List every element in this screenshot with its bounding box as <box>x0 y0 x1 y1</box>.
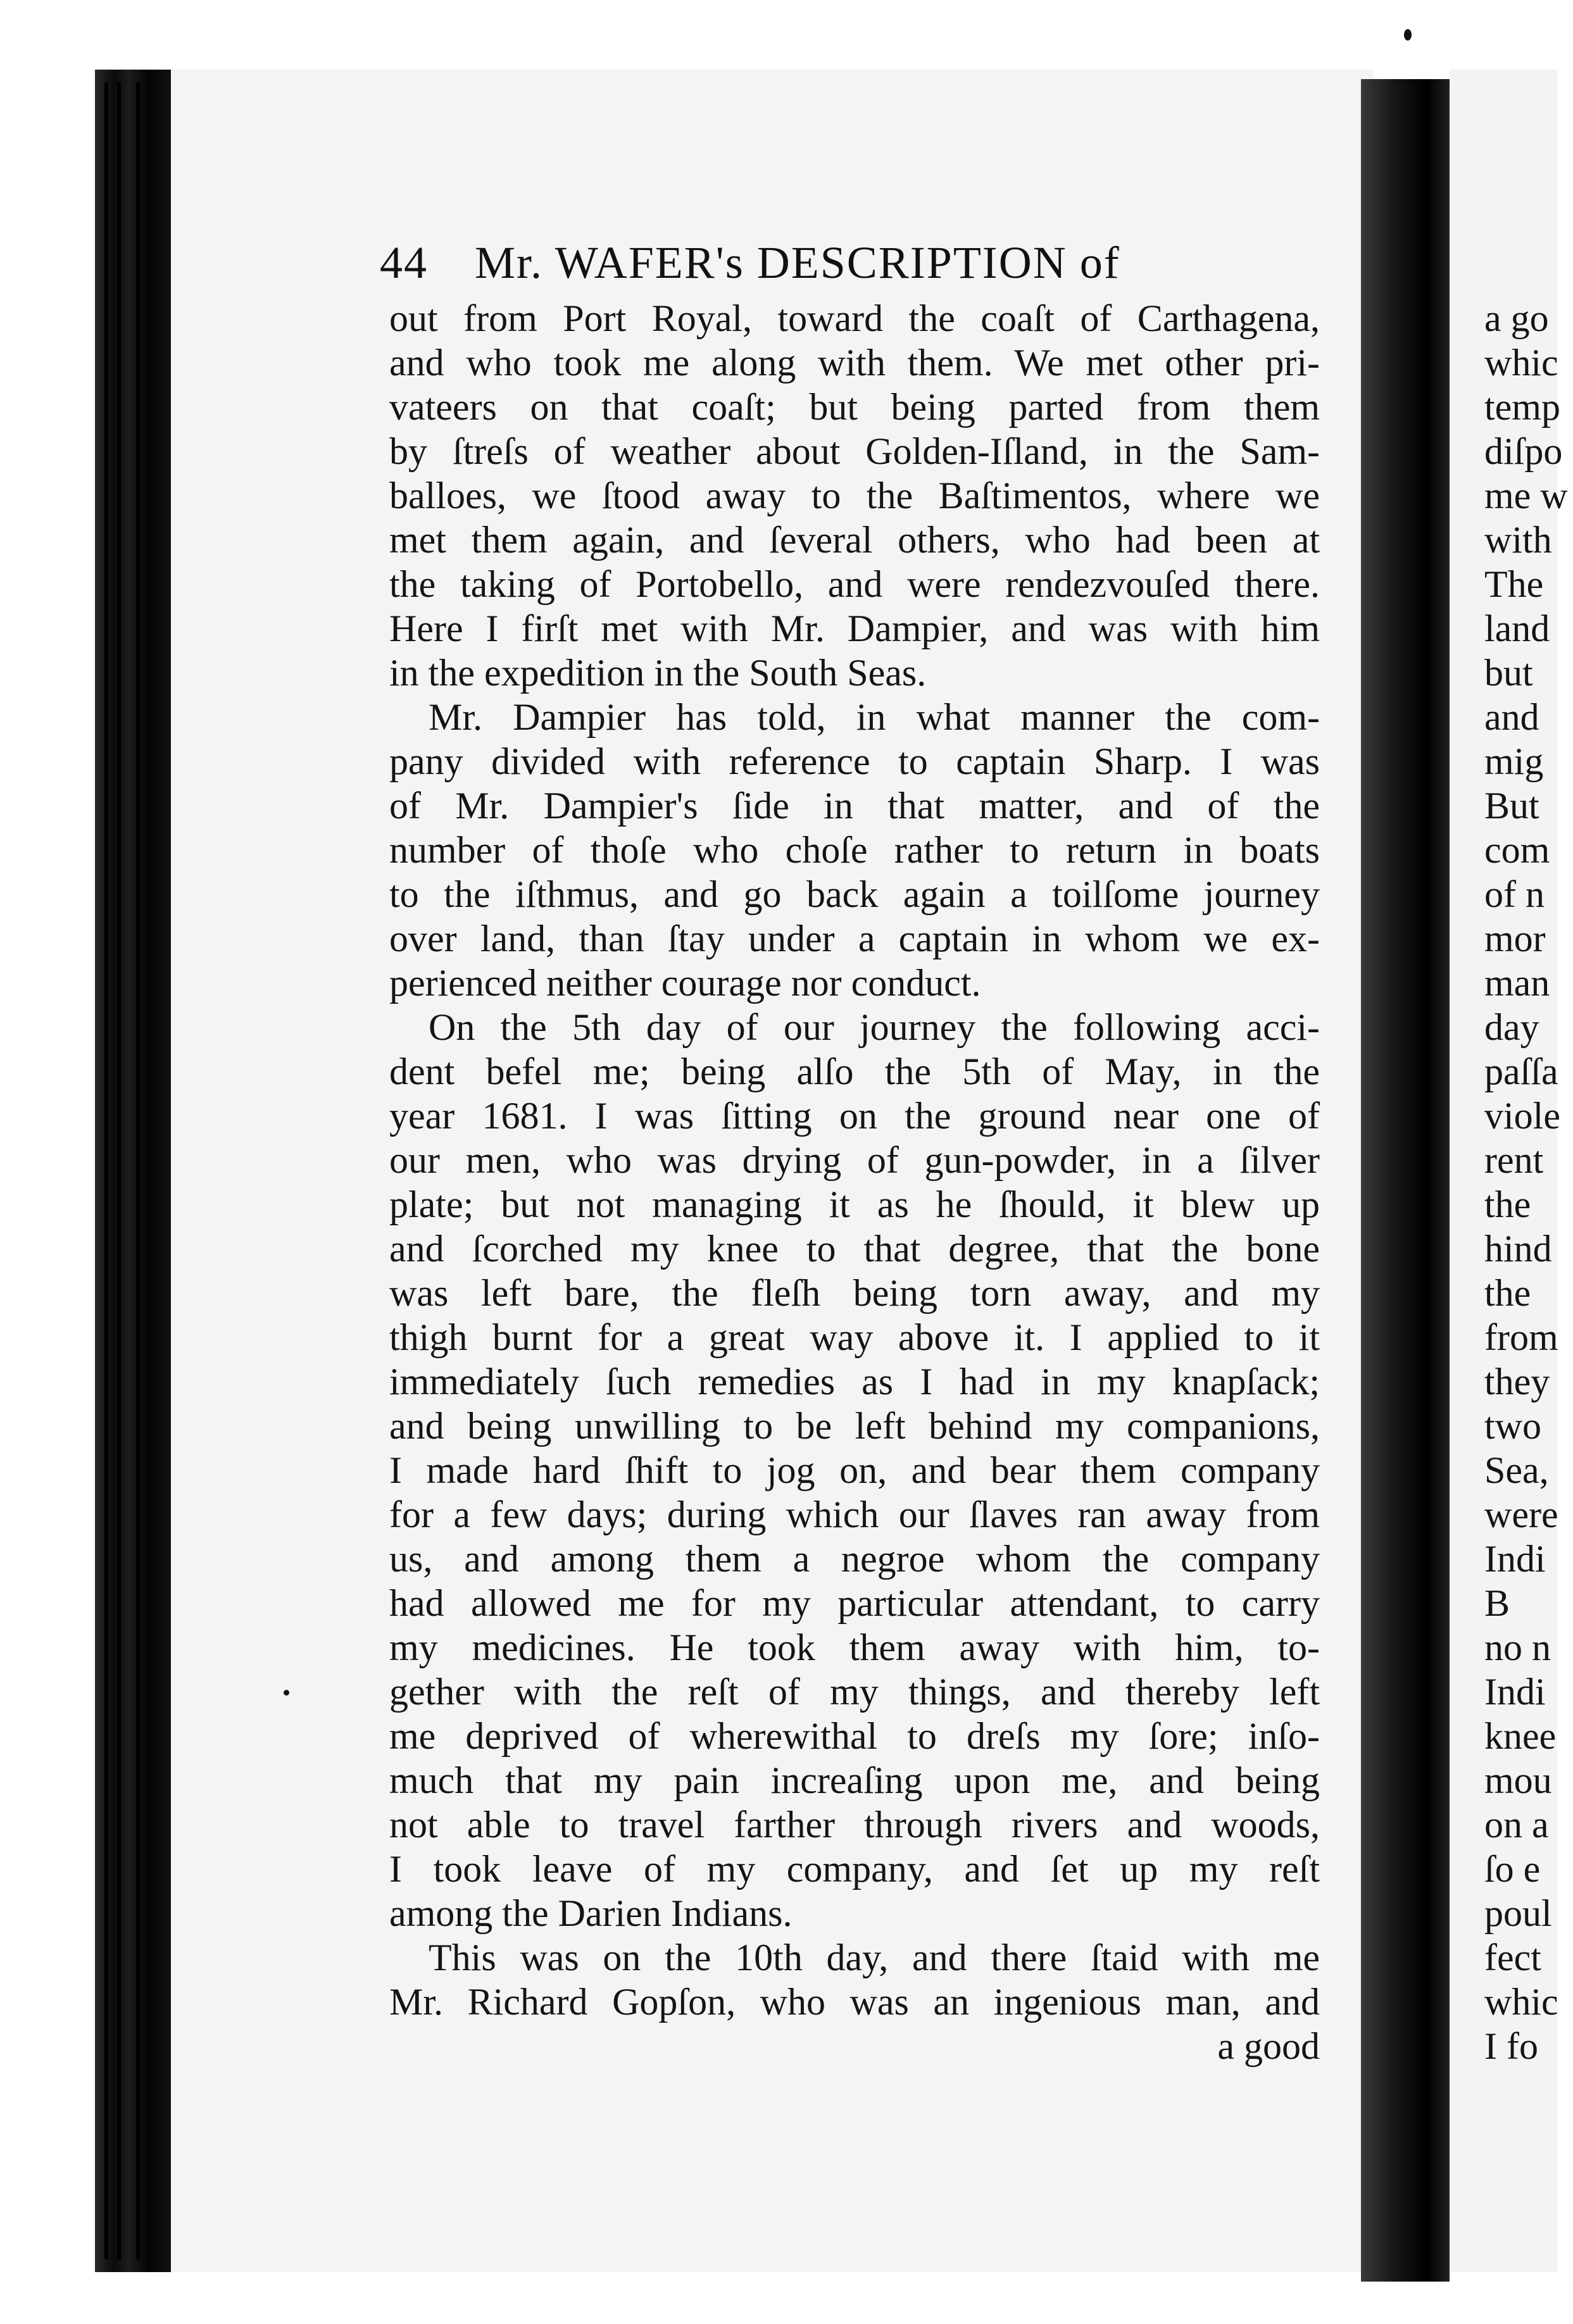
facing-text-line: viole <box>1484 1095 1560 1137</box>
facing-text-line: day <box>1484 1006 1539 1048</box>
text-line: by ſtreſs of weather about Golden-Iſland, in the Sam- <box>389 430 1320 472</box>
text-line: year 1681. I was ſitting on the ground near one of <box>389 1095 1320 1137</box>
text-line: number of thoſe who choſe rather to return in boats <box>389 829 1320 871</box>
facing-text-line: com <box>1484 829 1550 871</box>
text-line: Mr. Richard Gopſon, who was an ingenious man, and <box>389 1981 1320 2023</box>
facing-text-line: fect <box>1484 1937 1541 1978</box>
facing-text-line: mig <box>1484 740 1544 782</box>
facing-text-line: man <box>1484 962 1550 1004</box>
facing-text-line: of n <box>1484 873 1545 915</box>
facing-text-line: a go <box>1484 297 1549 339</box>
text-line: of Mr. Dampier's ſide in that matter, and of the <box>389 785 1320 827</box>
facing-text-line: Indi <box>1484 1671 1546 1713</box>
text-line: balloes, we ſtood away to the Baſtimentos, where we <box>389 475 1320 516</box>
text-line: and ſcorched my knee to that degree, that the bone <box>389 1228 1320 1270</box>
facing-text-line: they <box>1484 1361 1550 1403</box>
facing-text-line: Indi <box>1484 1538 1546 1580</box>
facing-text-line: land <box>1484 608 1550 649</box>
text-line: out from Port Royal, toward the coaſt of Carthagena, <box>389 297 1320 339</box>
facing-text-line: knee <box>1484 1715 1557 1757</box>
text-line: pany divided with reference to captain Sharp. I was <box>389 740 1320 782</box>
text-line: much that my pain increaſing upon me, and being <box>389 1759 1320 1801</box>
facing-text-line: ſo e <box>1484 1848 1541 1890</box>
text-line: Mr. Dampier has told, in what manner the com- <box>429 696 1320 738</box>
text-line: On the 5th day of our journey the following acci- <box>429 1006 1320 1048</box>
binding-edge-line <box>136 82 140 2259</box>
catchword: a good <box>1217 2025 1320 2067</box>
ink-speck <box>1404 29 1412 41</box>
text-line: met them again, and ſeveral others, who had been at <box>389 519 1320 561</box>
facing-text-line: paſſa <box>1484 1051 1558 1092</box>
body-text <box>389 296 1320 2068</box>
text-line: Here I firſt met with Mr. Dampier, and was with him <box>389 608 1320 649</box>
facing-text-line: but <box>1484 652 1533 694</box>
facing-text-line: and <box>1484 696 1539 738</box>
text-line: our men, who was drying of gun-powder, in a ſilver <box>389 1139 1320 1181</box>
running-header <box>380 225 1329 301</box>
facing-text-line: mou <box>1484 1759 1552 1801</box>
text-line: in the expedition in the South Seas. <box>389 652 927 694</box>
text-line: perienced neither courage nor conduct. <box>389 962 981 1004</box>
text-line: immediately ſuch remedies as I had in my knapſack; <box>389 1361 1320 1403</box>
text-line: not able to travel farther through rivers and woods, <box>389 1804 1320 1846</box>
text-line: for a few days; during which our ſlaves ran away from <box>389 1494 1320 1535</box>
text-line: me deprived of wherewithal to dreſs my ſore; inſo- <box>389 1715 1320 1757</box>
facing-text-line: mor <box>1484 918 1546 959</box>
facing-text-line: whic <box>1484 1981 1558 2023</box>
facing-text-line: whic <box>1484 342 1558 384</box>
facing-text-line: But <box>1484 785 1539 827</box>
facing-text-line: the <box>1484 1272 1531 1314</box>
text-line: us, and among them a negroe whom the company <box>389 1538 1320 1580</box>
text-line: among the Darien Indians. <box>389 1892 793 1934</box>
facing-text-line: diſpo <box>1484 430 1563 472</box>
facing-text-line: from <box>1484 1316 1558 1358</box>
facing-text-line: temp <box>1484 386 1560 428</box>
facing-text-line: the <box>1484 1184 1531 1225</box>
binding-edge-line <box>104 82 108 2259</box>
facing-text-line: were <box>1484 1494 1558 1535</box>
facing-text-line: me w <box>1484 475 1568 516</box>
facing-text-line: two <box>1484 1405 1541 1447</box>
facing-page-text <box>1484 296 1573 2068</box>
text-line: thigh burnt for a great way above it. I applied to it <box>389 1316 1320 1358</box>
text-line: gether with the reſt of my things, and thereby left <box>389 1671 1320 1713</box>
facing-text-line: Sea, <box>1484 1449 1549 1491</box>
ink-speck <box>284 1690 289 1696</box>
text-line: had allowed me for my particular attendant, to carry <box>389 1582 1320 1624</box>
text-line: my medicines. He took them away with him, to- <box>389 1627 1320 1668</box>
text-line: was left bare, the fleſh being torn away, and my <box>389 1272 1320 1314</box>
facing-text-line: B <box>1484 1582 1510 1624</box>
facing-text-line: The <box>1484 563 1544 605</box>
text-line: the taking of Portobello, and were rendezvouſed there. <box>389 563 1320 605</box>
page-gutter-shadow <box>1361 79 1450 2282</box>
facing-text-line: poul <box>1484 1892 1552 1934</box>
binding-edge-line <box>117 82 121 2259</box>
facing-text-line: no n <box>1484 1627 1551 1668</box>
text-line: This was on the 10th day, and there ſtaid with me <box>429 1937 1320 1978</box>
facing-text-line: hind <box>1484 1228 1552 1270</box>
text-line: dent befel me; being alſo the 5th of May, in the <box>389 1051 1320 1092</box>
facing-text-line: with <box>1484 519 1552 561</box>
text-line: over land, than ſtay under a captain in whom we ex- <box>389 918 1320 959</box>
text-line: plate; but not managing it as he ſhould, it blew up <box>389 1184 1320 1225</box>
text-line: vateers on that coaſt; but being parted from them <box>389 386 1320 428</box>
text-line: and being unwilling to be left behind my companions, <box>389 1405 1320 1447</box>
text-line: I took leave of my company, and ſet up my reſt <box>389 1848 1320 1890</box>
text-line: I made hard ſhift to jog on, and bear them company <box>389 1449 1320 1491</box>
running-head-title: Mr. WAFER's DESCRIPTION of <box>475 237 1120 288</box>
text-line: and who took me along with them. We met other pri- <box>389 342 1320 384</box>
facing-text-line: I fo <box>1484 2025 1538 2067</box>
page-number: 44 <box>380 237 428 288</box>
text-line: to the iſthmus, and go back again a toilſome journey <box>389 873 1320 915</box>
facing-text-line: on a <box>1484 1804 1549 1846</box>
facing-text-line: rent <box>1484 1139 1544 1181</box>
